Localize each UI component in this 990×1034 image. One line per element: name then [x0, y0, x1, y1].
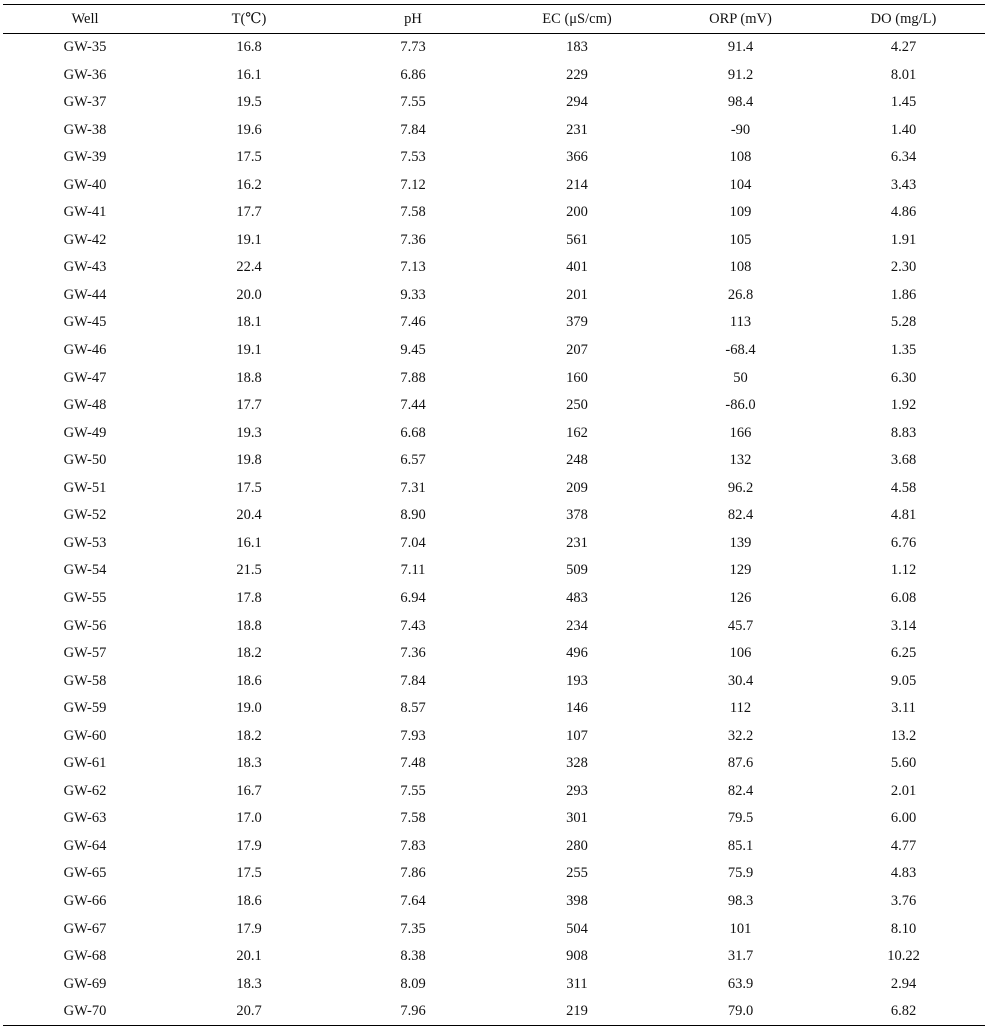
ec-cell: 200	[566, 204, 588, 221]
ec-cell: 509	[566, 562, 588, 579]
temperature-cell: 18.1	[236, 314, 262, 331]
table-row	[3, 419, 985, 447]
table-row	[3, 364, 985, 392]
temperature-cell: 18.2	[236, 727, 262, 744]
table-row	[3, 474, 985, 502]
well-cell: GW-45	[63, 314, 107, 331]
ph-cell: 7.04	[400, 534, 426, 551]
orp-cell: -86.0	[725, 397, 756, 414]
do-cell: 8.01	[890, 66, 917, 83]
ec-cell: 231	[566, 534, 588, 551]
temperature-cell: 17.7	[236, 204, 262, 221]
do-cell: 4.77	[890, 837, 917, 854]
table-container	[3, 4, 985, 1026]
ec-cell: 209	[566, 479, 588, 496]
do-cell: 4.86	[890, 204, 917, 221]
orp-cell: 166	[729, 424, 752, 441]
header-ph: pH	[331, 5, 495, 34]
orp-cell: -68.4	[725, 342, 756, 359]
do-cell: 1.92	[890, 397, 917, 414]
ec-cell: 193	[566, 672, 588, 689]
well-cell: GW-68	[63, 948, 107, 965]
temperature-cell: 20.4	[236, 507, 262, 524]
ph-cell: 9.33	[400, 286, 426, 303]
orp-cell: 32.2	[727, 727, 754, 744]
orp-cell: 87.6	[727, 755, 754, 772]
orp-cell: 108	[729, 259, 752, 276]
table-row	[3, 144, 985, 172]
ec-cell: 366	[566, 149, 588, 166]
well-cell: GW-38	[63, 121, 107, 138]
well-cell: GW-63	[63, 810, 107, 827]
ec-cell: 255	[566, 865, 588, 882]
do-cell: 8.10	[890, 920, 917, 937]
ec-cell: 214	[566, 176, 588, 193]
well-cell: GW-69	[63, 975, 107, 992]
temperature-cell: 17.9	[236, 920, 262, 937]
well-cell: GW-50	[63, 452, 107, 469]
temperature-cell: 18.6	[236, 672, 262, 689]
header-temperature: T(℃)	[167, 5, 331, 34]
well-cell: GW-57	[63, 645, 107, 662]
ph-cell: 7.88	[400, 369, 426, 386]
ec-cell: 234	[566, 617, 588, 634]
ph-cell: 7.11	[400, 562, 426, 579]
table-row	[3, 777, 985, 805]
temperature-cell: 18.8	[236, 617, 262, 634]
table-body	[3, 34, 985, 1026]
well-cell: GW-44	[63, 286, 107, 303]
orp-cell: 98.3	[727, 892, 754, 909]
do-cell: 1.40	[890, 121, 917, 138]
table-row	[3, 695, 985, 723]
ph-cell: 9.45	[400, 342, 426, 359]
well-cell: GW-60	[63, 727, 107, 744]
orp-cell: 82.4	[727, 782, 754, 799]
do-cell: 1.91	[890, 231, 917, 248]
do-cell: 13.2	[890, 727, 917, 744]
orp-cell: 30.4	[727, 672, 754, 689]
table-row	[3, 226, 985, 254]
orp-cell: 98.4	[727, 94, 754, 111]
table-row	[3, 943, 985, 971]
ph-cell: 7.96	[331, 998, 495, 1026]
temperature-cell: 19.6	[236, 121, 262, 138]
orp-cell: 91.2	[727, 66, 754, 83]
table-header	[3, 5, 985, 34]
ph-cell: 7.48	[400, 755, 426, 772]
table-row	[3, 915, 985, 943]
orp-cell: 106	[729, 645, 752, 662]
orp-cell: 91.4	[727, 39, 754, 56]
well-cell: GW-62	[63, 782, 107, 799]
orp-cell: 79.0	[659, 998, 822, 1026]
temperature-cell: 17.9	[236, 837, 262, 854]
do-cell: 1.45	[890, 94, 917, 111]
do-cell: 6.76	[890, 534, 917, 551]
ec-cell: 250	[566, 397, 588, 414]
temperature-cell: 18.8	[236, 369, 262, 386]
ec-cell: 379	[566, 314, 588, 331]
temperature-cell: 16.1	[236, 66, 262, 83]
table-row	[3, 171, 985, 199]
ec-cell: 398	[566, 892, 588, 909]
orp-cell: 101	[729, 920, 752, 937]
ph-cell: 7.84	[400, 121, 426, 138]
well-cell: GW-65	[63, 865, 107, 882]
ec-cell: 561	[566, 231, 588, 248]
table-row	[3, 309, 985, 337]
do-cell: 3.43	[890, 176, 917, 193]
temperature-cell: 18.3	[236, 975, 262, 992]
ec-cell: 107	[566, 727, 588, 744]
do-cell: 4.81	[890, 507, 917, 524]
well-cell: GW-61	[63, 755, 107, 772]
orp-cell: 31.7	[727, 948, 754, 965]
do-cell: 4.83	[890, 865, 917, 882]
orp-cell: 50	[733, 369, 748, 386]
temperature-cell: 17.5	[236, 865, 262, 882]
table-row	[3, 640, 985, 668]
orp-cell: 96.2	[727, 479, 754, 496]
ph-cell: 7.58	[400, 810, 426, 827]
ph-cell: 7.31	[400, 479, 426, 496]
well-cell: GW-56	[63, 617, 107, 634]
do-cell: 5.28	[890, 314, 917, 331]
do-cell: 5.60	[890, 755, 917, 772]
ph-cell: 7.44	[400, 397, 426, 414]
table-row	[3, 116, 985, 144]
do-cell: 3.11	[891, 700, 916, 717]
ec-cell: 146	[566, 700, 588, 717]
orp-cell: 82.4	[727, 507, 754, 524]
temperature-cell: 16.7	[236, 782, 262, 799]
do-cell: 1.12	[890, 562, 917, 579]
table-row	[3, 61, 985, 89]
ec-cell: 248	[566, 452, 588, 469]
ph-cell: 7.36	[400, 231, 426, 248]
table-row	[3, 502, 985, 530]
ph-cell: 7.93	[400, 727, 426, 744]
ph-cell: 8.09	[400, 975, 426, 992]
ec-cell: 504	[566, 920, 588, 937]
do-cell: 6.00	[890, 810, 917, 827]
temperature-cell: 18.3	[236, 755, 262, 772]
table-row	[3, 34, 985, 62]
do-cell: 8.83	[890, 424, 917, 441]
table-row	[3, 89, 985, 117]
table-row	[3, 199, 985, 227]
ph-cell: 8.38	[400, 948, 426, 965]
well-cell: GW-64	[63, 837, 107, 854]
do-cell: 9.05	[890, 672, 917, 689]
well-cell: GW-46	[63, 342, 107, 359]
do-cell: 4.58	[890, 479, 917, 496]
do-cell: 6.82	[822, 998, 985, 1026]
temperature-cell: 17.8	[236, 589, 262, 606]
ph-cell: 8.90	[400, 507, 426, 524]
ec-cell: 280	[566, 837, 588, 854]
table-row	[3, 750, 985, 778]
well-cell: GW-67	[63, 920, 107, 937]
temperature-cell: 17.7	[236, 397, 262, 414]
do-cell: 3.76	[890, 892, 917, 909]
orp-cell: 104	[729, 176, 752, 193]
ec-cell: 229	[566, 66, 588, 83]
orp-cell: 132	[729, 452, 752, 469]
ph-cell: 7.58	[400, 204, 426, 221]
orp-cell: 109	[729, 204, 752, 221]
ec-cell: 293	[566, 782, 588, 799]
do-cell: 1.35	[890, 342, 917, 359]
ec-cell: 160	[566, 369, 588, 386]
table-row	[3, 832, 985, 860]
ec-cell: 301	[566, 810, 588, 827]
well-cell: GW-66	[63, 892, 107, 909]
orp-cell: -90	[730, 121, 751, 138]
orp-cell: 129	[729, 562, 752, 579]
well-cell: GW-51	[63, 479, 107, 496]
temperature-cell: 20.0	[236, 286, 262, 303]
well-cell: GW-53	[63, 534, 107, 551]
do-cell: 6.30	[890, 369, 917, 386]
well-cell: GW-43	[63, 259, 107, 276]
ph-cell: 7.55	[400, 94, 426, 111]
orp-cell: 45.7	[727, 617, 754, 634]
header-row	[3, 5, 985, 34]
table-row	[3, 998, 985, 1026]
ph-cell: 7.86	[400, 865, 426, 882]
do-cell: 4.27	[890, 39, 917, 56]
temperature-cell: 21.5	[236, 562, 262, 579]
orp-cell: 26.8	[727, 286, 754, 303]
orp-cell: 79.5	[727, 810, 754, 827]
table-row	[3, 722, 985, 750]
ec-cell: 401	[566, 259, 588, 276]
ec-cell: 162	[566, 424, 588, 441]
well-cell: GW-35	[63, 39, 107, 56]
ec-cell: 496	[566, 645, 588, 662]
well-cell: GW-48	[63, 397, 107, 414]
ec-cell: 219	[495, 998, 659, 1026]
ec-cell: 908	[566, 948, 588, 965]
well-cell: GW-40	[63, 176, 107, 193]
temperature-cell: 16.8	[236, 39, 262, 56]
ph-cell: 6.68	[400, 424, 426, 441]
ph-cell: 7.46	[400, 314, 426, 331]
well-cell: GW-36	[63, 66, 107, 83]
ec-cell: 183	[566, 39, 588, 56]
ec-cell: 207	[566, 342, 588, 359]
orp-cell: 112	[729, 700, 752, 717]
temperature-cell: 17.5	[236, 479, 262, 496]
table-row	[3, 392, 985, 420]
header-ec: EC (μS/cm)	[495, 5, 659, 34]
table-row	[3, 584, 985, 612]
temperature-cell: 17.5	[236, 149, 262, 166]
ph-cell: 7.43	[400, 617, 426, 634]
header-orp: ORP (mV)	[659, 5, 822, 34]
do-cell: 6.08	[890, 589, 917, 606]
table-row	[3, 612, 985, 640]
ph-cell: 7.13	[400, 259, 426, 276]
well-cell: GW-41	[63, 204, 107, 221]
ph-cell: 7.55	[400, 782, 426, 799]
do-cell: 2.94	[890, 975, 917, 992]
ph-cell: 7.64	[400, 892, 426, 909]
table-row	[3, 529, 985, 557]
orp-cell: 105	[729, 231, 752, 248]
ec-cell: 201	[566, 286, 588, 303]
ec-cell: 311	[566, 975, 588, 992]
temperature-cell: 19.1	[236, 342, 262, 359]
well-cell: GW-52	[63, 507, 107, 524]
ec-cell: 378	[566, 507, 588, 524]
well-cell: GW-55	[63, 589, 107, 606]
well-cell: GW-49	[63, 424, 107, 441]
orp-cell: 63.9	[727, 975, 754, 992]
temperature-cell: 16.2	[236, 176, 262, 193]
well-cell: GW-70	[3, 998, 167, 1026]
table-row	[3, 254, 985, 282]
temperature-cell: 19.3	[236, 424, 262, 441]
header-do: DO (mg/L)	[822, 5, 985, 34]
ph-cell: 7.12	[400, 176, 426, 193]
temperature-cell: 16.1	[236, 534, 262, 551]
table-row	[3, 887, 985, 915]
ph-cell: 6.86	[400, 66, 426, 83]
ph-cell: 7.35	[400, 920, 426, 937]
do-cell: 6.34	[890, 149, 917, 166]
temperature-cell: 20.1	[236, 948, 262, 965]
ec-cell: 328	[566, 755, 588, 772]
ph-cell: 6.57	[400, 452, 426, 469]
temperature-cell: 20.7	[167, 998, 331, 1026]
temperature-cell: 22.4	[236, 259, 262, 276]
ph-cell: 7.84	[400, 672, 426, 689]
ph-cell: 7.53	[400, 149, 426, 166]
table-row	[3, 860, 985, 888]
ph-cell: 7.73	[400, 39, 426, 56]
orp-cell: 75.9	[727, 865, 754, 882]
do-cell: 3.14	[890, 617, 917, 634]
ph-cell: 7.83	[400, 837, 426, 854]
well-cell: GW-54	[63, 562, 107, 579]
do-cell: 1.86	[890, 286, 917, 303]
well-cell: GW-59	[63, 700, 107, 717]
temperature-cell: 19.1	[236, 231, 262, 248]
ph-cell: 6.94	[400, 589, 426, 606]
table-row	[3, 281, 985, 309]
table-row	[3, 970, 985, 998]
ph-cell: 7.36	[400, 645, 426, 662]
temperature-cell: 18.2	[236, 645, 262, 662]
do-cell: 10.22	[887, 948, 920, 965]
do-cell: 2.30	[890, 259, 917, 276]
table-row	[3, 805, 985, 833]
well-cell: GW-58	[63, 672, 107, 689]
temperature-cell: 19.8	[236, 452, 262, 469]
well-cell: GW-47	[63, 369, 107, 386]
well-cell: GW-39	[63, 149, 107, 166]
temperature-cell: 18.6	[236, 892, 262, 909]
orp-cell: 85.1	[727, 837, 754, 854]
table-row	[3, 447, 985, 475]
water-quality-table	[3, 4, 985, 1026]
orp-cell: 126	[729, 589, 752, 606]
temperature-cell: 17.0	[236, 810, 262, 827]
do-cell: 6.25	[890, 645, 917, 662]
ph-cell: 8.57	[400, 700, 426, 717]
well-cell: GW-42	[63, 231, 107, 248]
ec-cell: 294	[566, 94, 588, 111]
do-cell: 3.68	[890, 452, 917, 469]
table-row	[3, 557, 985, 585]
temperature-cell: 19.5	[236, 94, 262, 111]
do-cell: 2.01	[890, 782, 917, 799]
ec-cell: 483	[566, 589, 588, 606]
ec-cell: 231	[566, 121, 588, 138]
table-row	[3, 337, 985, 365]
orp-cell: 113	[729, 314, 752, 331]
orp-cell: 139	[729, 534, 752, 551]
header-well: Well	[3, 5, 167, 34]
well-cell: GW-37	[63, 94, 107, 111]
orp-cell: 108	[729, 149, 752, 166]
temperature-cell: 19.0	[236, 700, 262, 717]
table-row	[3, 667, 985, 695]
